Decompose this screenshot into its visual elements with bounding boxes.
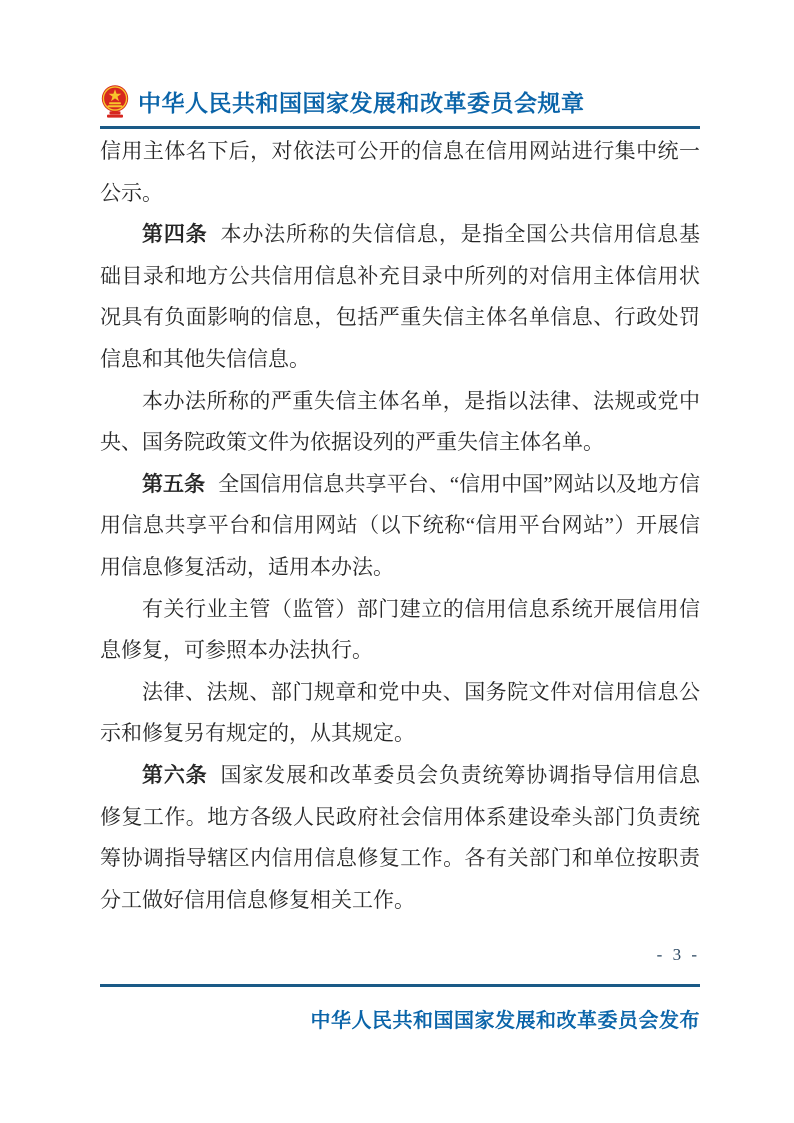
body-paragraph [100, 464, 700, 589]
body-paragraph [100, 214, 700, 380]
footer-publisher: 中华人民共和国国家发展和改革委员会发布 [310, 1010, 700, 1032]
body-paragraph [100, 131, 700, 214]
paragraph-text: 信用主体名下后，对依法可公开的信息在信用网站进行集中统一公示。 [100, 139, 700, 205]
paragraph-text: 全国信用信息共享平台、“信用中国”网站以及地方信用信息共享平台和信用网站（以下统称“信用平台网站”）开展信用信息修复活动，适用本办法。 [100, 471, 701, 579]
footer-rule [100, 984, 700, 987]
document-header-title: 中华人民共和国国家发展和改革委员会规章 [138, 89, 585, 116]
document-header [100, 80, 700, 122]
paragraph-text: 国家发展和改革委员会负责统筹协调指导信用信息修复工作。地方各级人民政府社会信用体系建设牵头部门负责统筹协调指导辖区内信用信息修复工作。各有关部门和单位按职责分工做好信用信息修复相关工作。 [100, 762, 700, 912]
paragraph-text: 有关行业主管（监管）部门建立的信用信息系统开展信用信息修复，可参照本办法执行。 [100, 596, 700, 663]
header-rule [100, 126, 700, 129]
paragraph-text: 本办法所称的严重失信主体名单，是指以法律、法规或党中央、国务院政策文件为依据设列的严重失信主体名单。 [100, 388, 700, 455]
article-number-label: 第四条 [142, 223, 208, 247]
china-national-emblem-icon [100, 84, 130, 118]
body-paragraph [100, 672, 700, 755]
article-number-label: 第六条 [142, 763, 208, 787]
article-number-label: 第五条 [142, 472, 206, 496]
body-paragraph [100, 381, 700, 464]
body-paragraph [100, 755, 700, 921]
paragraph-text: 法律、法规、部门规章和党中央、国务院文件对信用信息公示和修复另有规定的，从其规定。 [100, 679, 700, 746]
document-body [100, 131, 700, 921]
page-number: - 3 - [656, 945, 700, 964]
body-paragraph [100, 589, 700, 672]
paragraph-text: 本办法所称的失信信息，是指全国公共信用信息基础目录和地方公共信用信息补充目录中所列的对信用主体信用状况具有负面影响的信息，包括严重失信主体名单信息、行政处罚信息和其他失信信息。 [100, 222, 700, 371]
